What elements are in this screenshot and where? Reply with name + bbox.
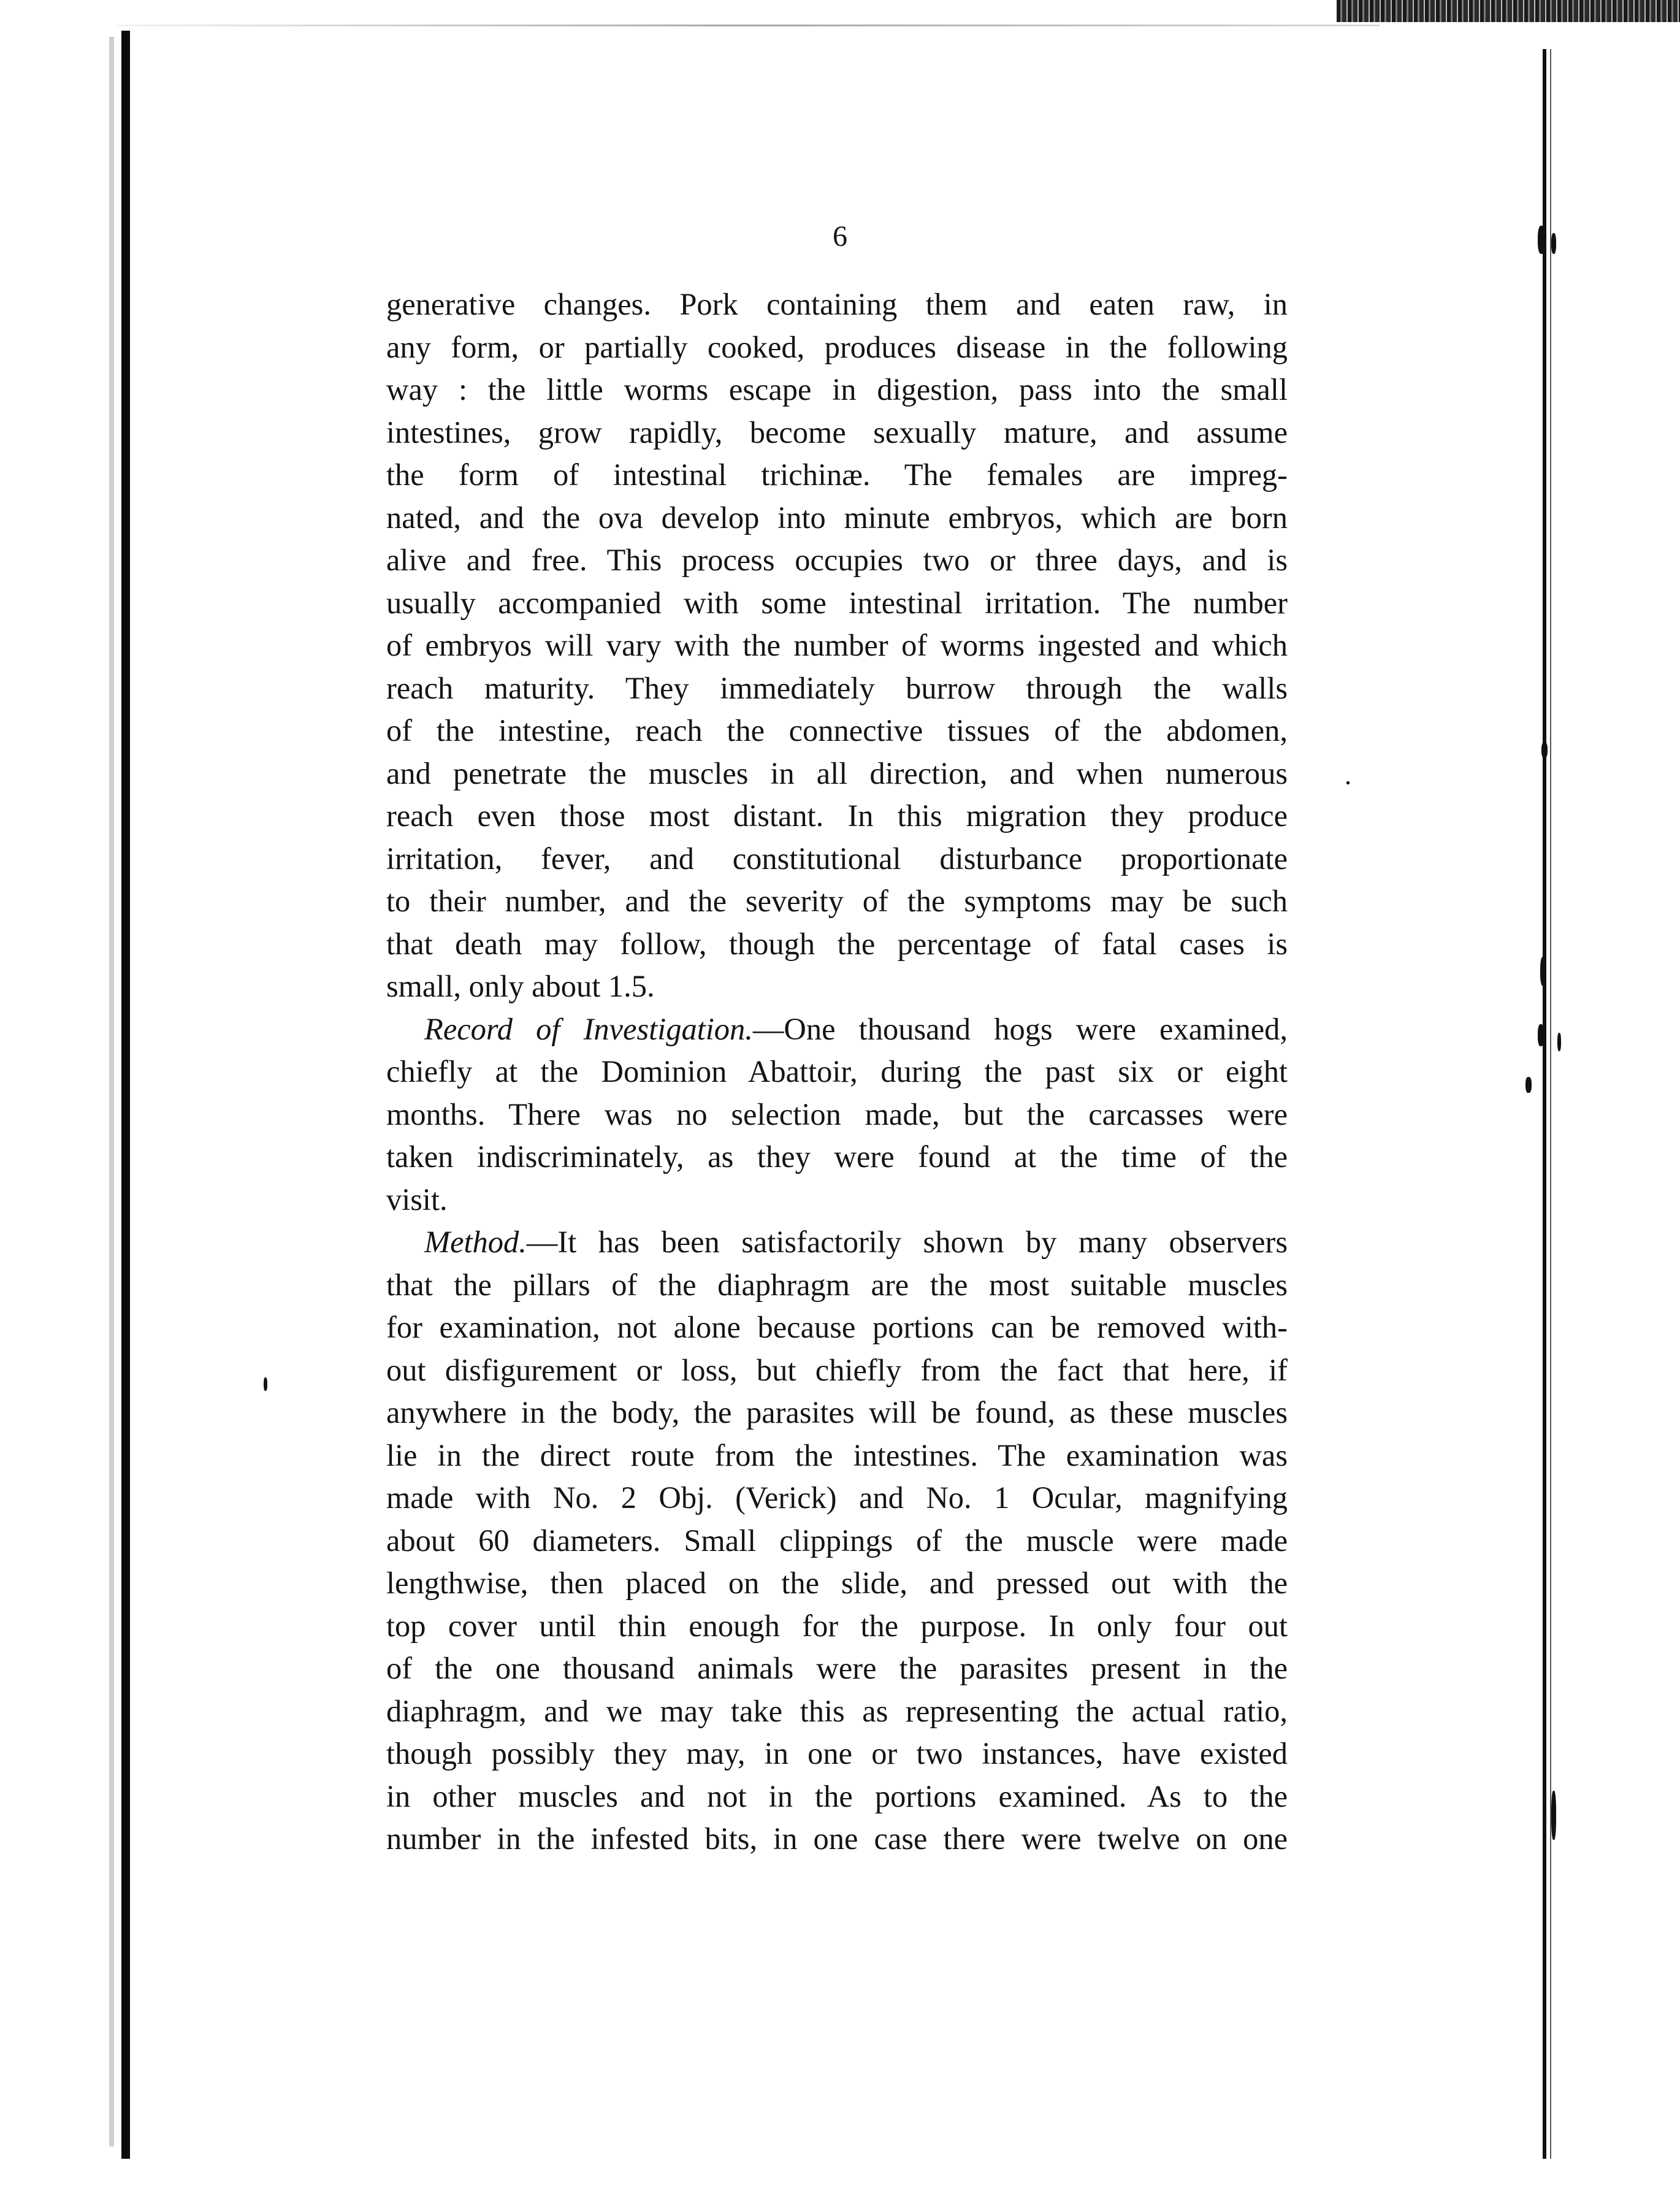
scan-border-top <box>1337 0 1680 22</box>
paragraph-method <box>386 1221 1288 1861</box>
text-line: of the one thousand animals were the parasites present in the <box>386 1651 1288 1685</box>
text-line: of embryos will vary with the number of worms ingested and which <box>386 628 1288 662</box>
text-line: usually accompanied with some intestinal irritation. The number <box>386 585 1288 620</box>
paragraph-trichinae-disease <box>386 283 1288 1008</box>
text-line: lengthwise, then placed on the slide, and pressed out with the <box>386 1566 1288 1600</box>
text-line-with-heading <box>386 1008 1288 1051</box>
text-line: months. There was no selection made, but the carcasses were <box>386 1097 1288 1132</box>
text-line: made with No. 2 Obj. (Verick) and No. 1 Ocular, magnifying <box>386 1480 1288 1515</box>
page-number: 6 <box>833 220 847 253</box>
text-line: reach maturity. They immediately burrow through the walls <box>386 670 1288 705</box>
text-line: chiefly at the Dominion Abattoir, during the past six or eight <box>386 1054 1288 1089</box>
text-line-with-heading <box>386 1221 1288 1264</box>
text-line: small, only about 1.5. <box>386 969 655 1003</box>
text-line: the form of intestinal trichinæ. The females are impreg- <box>386 458 1288 492</box>
heading-line-rest: —One thousand hogs were examined, <box>752 1011 1288 1046</box>
text-line: in other muscles and not in the portions examined. As to the <box>386 1779 1288 1813</box>
page-right-edge <box>1543 49 1546 2159</box>
text-line: alive and free. This process occupies two or three days, and is <box>386 543 1288 577</box>
scan-speck <box>1551 233 1556 254</box>
text-line: about 60 diameters. Small clippings of the muscle were made <box>386 1523 1288 1558</box>
section-heading-method: Method. <box>424 1225 527 1259</box>
scan-speck <box>1557 1033 1561 1051</box>
text-line: diaphragm, and we may take this as representing the actual ratio, <box>386 1693 1288 1728</box>
section-heading-record: Record of Investigation. <box>424 1011 753 1046</box>
scan-speck <box>1541 742 1548 758</box>
text-line: generative changes. Pork containing them and eaten raw, in <box>386 287 1288 321</box>
text-line: reach even those most distant. In this migration they produce <box>386 798 1288 833</box>
scan-speck <box>264 1377 267 1391</box>
page-left-edge <box>121 31 130 2159</box>
page-left-shadow <box>109 37 114 2146</box>
heading-line-rest: —It has been satisfactorily shown by many observers <box>526 1225 1288 1259</box>
text-line: nated, and the ova develop into minute embryos, which are born <box>386 500 1288 535</box>
scan-speck <box>1525 1077 1532 1093</box>
text-line: though possibly they may, in one or two instances, have existed <box>386 1736 1288 1771</box>
scan-speck <box>1551 1791 1556 1840</box>
text-line: any form, or partially cooked, produces disease in the following <box>386 329 1288 364</box>
text-line: way : the little worms escape in digestion, pass into the small <box>386 372 1288 407</box>
text-line: of the intestine, reach the connective tissues of the abdomen, <box>386 713 1288 748</box>
text-line: to their number, and the severity of the symptoms may be such <box>386 884 1288 918</box>
text-line: and penetrate the muscles in all direction, and when numerous <box>386 756 1288 791</box>
scan-speck <box>1346 781 1350 784</box>
text-line: number in the infested bits, in one case there were twelve on one <box>386 1821 1288 1856</box>
scan-speck <box>1538 1024 1544 1046</box>
text-line: that the pillars of the diaphragm are the most suitable muscles <box>386 1267 1288 1302</box>
text-line: for examination, not alone because portions can be removed with- <box>386 1310 1288 1344</box>
text-line: anywhere in the body, the parasites will be found, as these muscles <box>386 1395 1288 1430</box>
page-right-rule <box>1550 49 1551 2159</box>
paragraph-record-of-investigation <box>386 1008 1288 1222</box>
body-text <box>386 283 1288 1861</box>
text-line: out disfigurement or loss, but chiefly from the fact that here, if <box>386 1352 1288 1387</box>
text-line: irritation, fever, and constitutional disturbance proportionate <box>386 841 1288 876</box>
scan-speck <box>1540 957 1546 986</box>
text-line: visit. <box>386 1182 448 1217</box>
scan-speck <box>1538 226 1545 254</box>
text-line: lie in the direct route from the intestines. The examination was <box>386 1438 1288 1472</box>
text-line: top cover until thin enough for the purpose. In only four out <box>386 1608 1288 1643</box>
text-line: taken indiscriminately, as they were found at the time of the <box>386 1139 1288 1174</box>
text-line: that death may follow, though the percentage of fatal cases is <box>386 926 1288 961</box>
text-line: intestines, grow rapidly, become sexually mature, and assume <box>386 415 1288 450</box>
scan-edge-line <box>116 25 1380 26</box>
